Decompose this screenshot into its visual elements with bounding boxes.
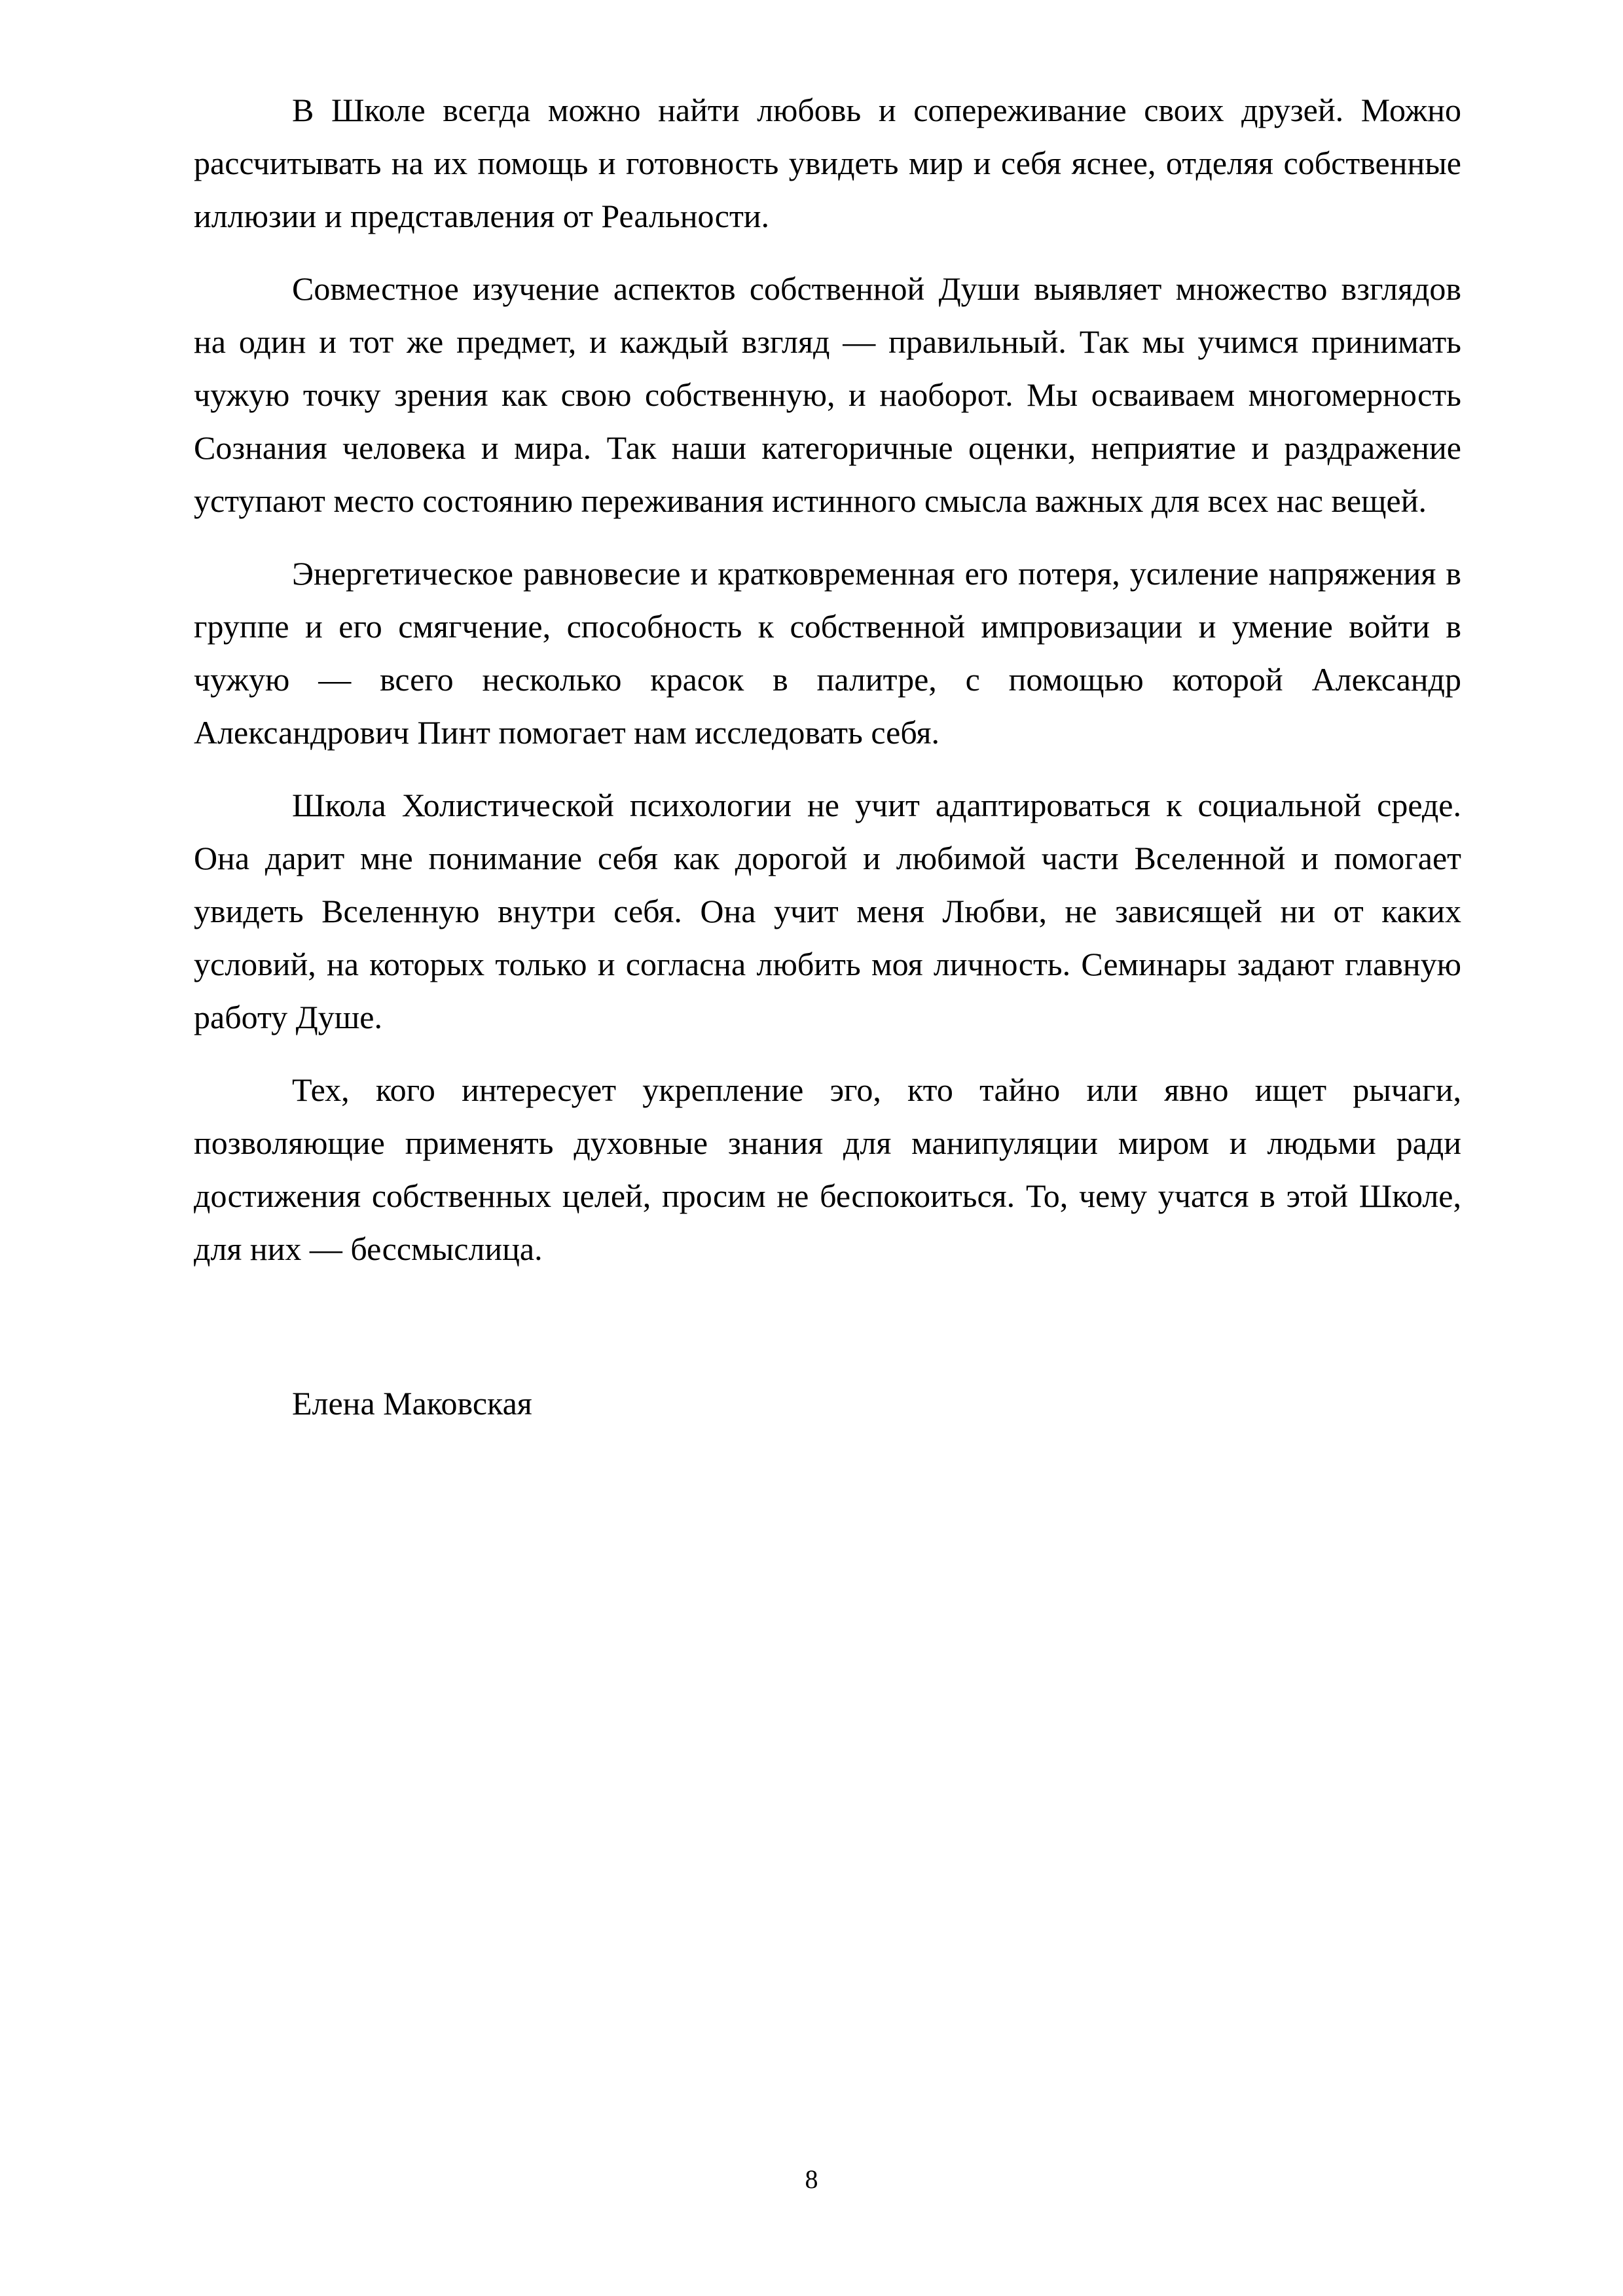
paragraph-1: В Школе всегда можно найти любовь и сопереживание своих друзей. Можно рассчитывать на их помощь и готовность увидеть мир и себя яснее, отделяя собственные иллюзии и представления от Реальности.: [194, 92, 1461, 234]
paragraph-4: Школа Холистической психологии не учит адаптироваться к социальной среде. Она дарит мне понимание себя как дорогой и любимой части Вселенной и помогает увидеть Вселенную внутри себя. Она учит меня Любви, не зависящей ни от каких условий, на которых только и согласна любить моя личность. Семинары задают главную работу Душе.: [194, 787, 1461, 1035]
paragraph-3: Энергетическое равновесие и кратковременная его потеря, усиление напряжения в группе и его смягчение, способность к собственной импровизации и умение войти в чужую — всего несколько красок в палитре, с помощью которой Александр Александрович Пинт помогает нам исследовать себя.: [194, 555, 1461, 751]
author-signature: Елена Маковская: [292, 1385, 532, 1422]
paragraph-5: Тех, кого интересует укрепление эго, кто тайно или явно ищет рычаги, позволяющие применять духовные знания для манипуляции миром и людьми ради достижения собственных целей, просим не беспокоиться. То, чему учатся в этой Школе, для них — бессмыслица.: [194, 1071, 1461, 1267]
paragraph-2: Совместное изучение аспектов собственной Души выявляет множество взглядов на один и тот же предмет, и каждый взгляд — правильный. Так мы учимся принимать чужую точку зрения как свою собственную, и наоборот. Мы осваиваем многомерность Сознания человека и мира. Так наши категоричные оценки, неприятие и раздражение уступают место состоянию переживания истинного смысла важных для всех нас вещей.: [194, 270, 1461, 519]
page-number: 8: [805, 2164, 818, 2194]
body-text: [194, 84, 1461, 1295]
